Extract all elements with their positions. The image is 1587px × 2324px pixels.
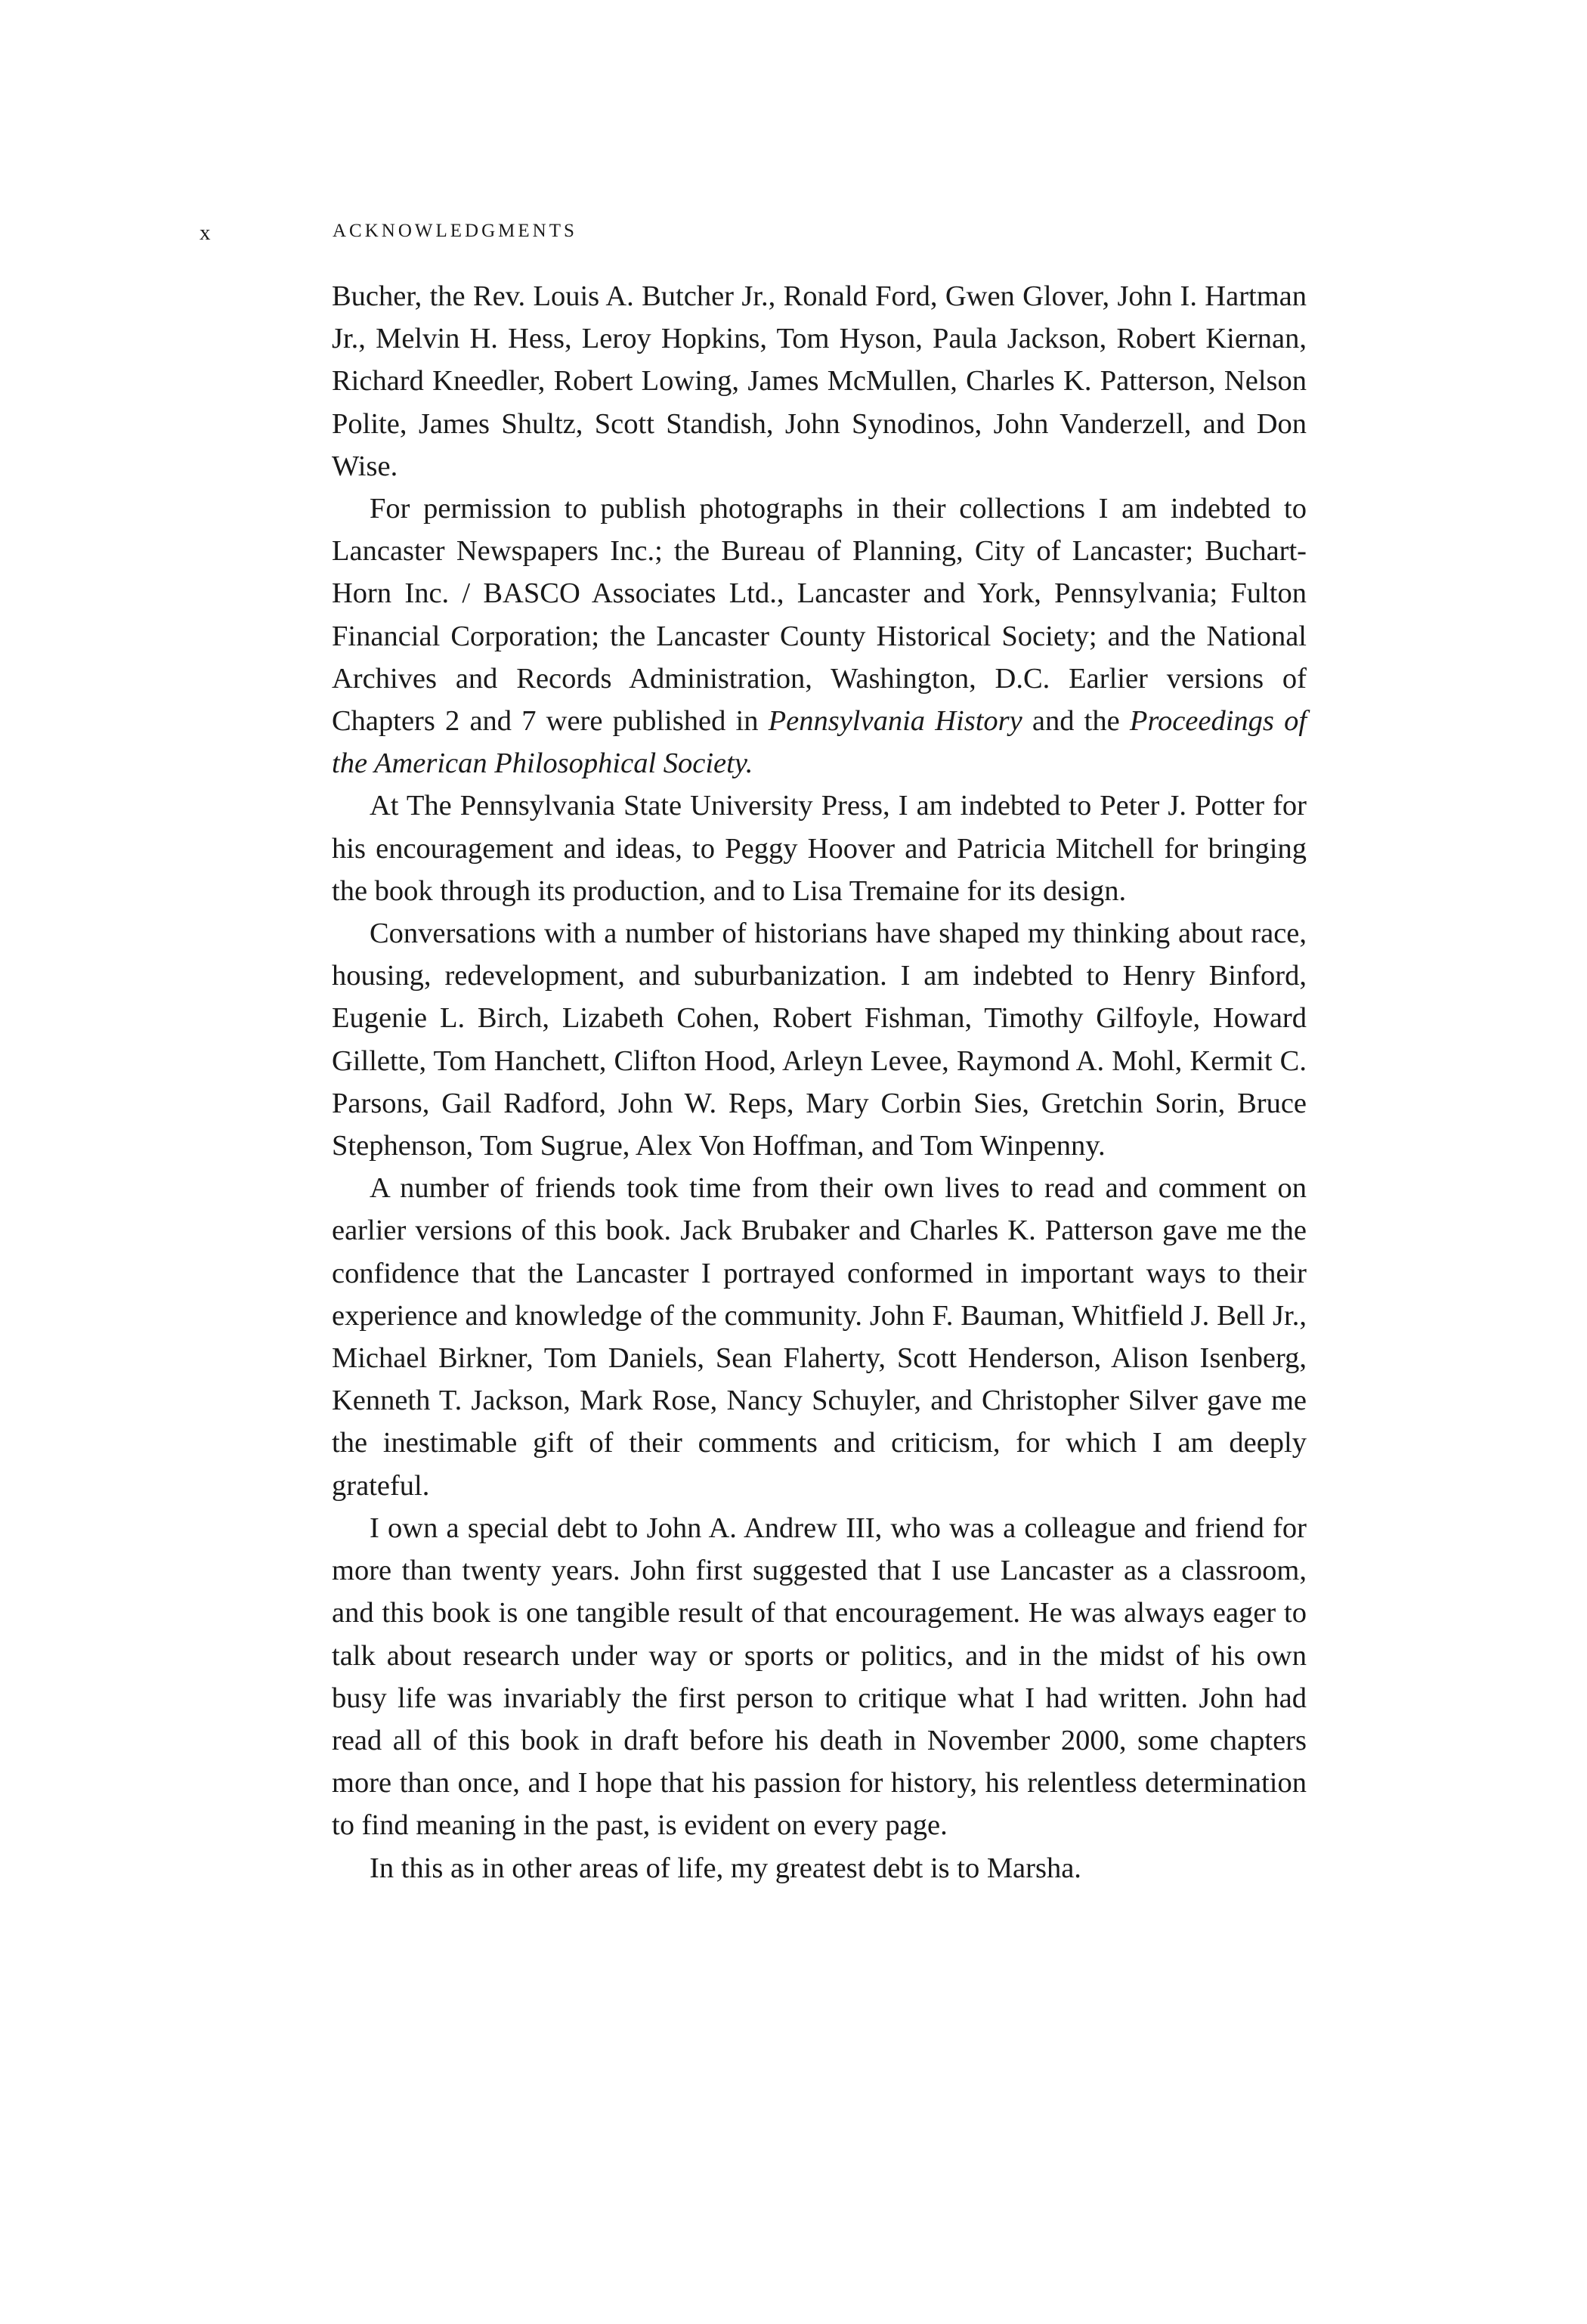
paragraph [332, 275, 1307, 487]
paragraph-text: At The Pennsylvania State University Press, I am indebted to Peter J. Potter for his encouragement and ideas, to Peggy Hoover and Patricia Mitchell for bringing the book through its production, and to Lisa Tremaine for its design. [332, 790, 1307, 907]
paragraph [332, 487, 1307, 784]
paragraph-text: In this as in other areas of life, my greatest debt is to Marsha. [370, 1852, 1081, 1884]
paragraph [332, 912, 1307, 1167]
running-head [200, 221, 1318, 251]
page-number: x [200, 221, 212, 245]
paragraph-text: For permission to publish photographs in their collections I am indebted to Lancaster Newspapers Inc.; the Bureau of Planning, City of Lancaster; Buchart-Horn Inc. / BASCO Associates Ltd., Lancaster and York, Pennsylvania; Fulton Financial Corporation; the Lancaster County Historical Society; and the National Archives and Records Administration, Washington, D.C. Earlier versions of Chapters 2 and 7 were published in [332, 493, 1307, 738]
paragraph-text: and the [1022, 705, 1130, 738]
paragraph [332, 1167, 1307, 1507]
body-text [332, 275, 1307, 1889]
paragraph [332, 1847, 1307, 1889]
paragraph [332, 1507, 1307, 1847]
paragraph-text: I own a special debt to John A. Andrew III, who was a colleague and friend for more than twenty years. John first suggested that I use Lancaster as a classroom, and this book is one tangible result of that encouragement. He was always eager to talk about research under way or sports or politics, and in the midst of his own busy life was invariably the first person to critique what I had written. John had read all of this book in draft before his death in November 2000, some chapters more than once, and I hope that his passion for history, his relentless determination to find meaning in the past, is evident on every page. [332, 1512, 1307, 1842]
italic-title: Proceedings of the American Philosophical Society. [332, 705, 1307, 780]
paragraph-text: A number of friends took time from their own lives to read and comment on earlier versions of this book. Jack Brubaker and Charles K. Patterson gave me the confidence that the Lancaster I portrayed conformed in important ways to their experience and knowledge of the community. John F. Bauman, Whitfield J. Bell Jr., Michael Birkner, Tom Daniels, Sean Flaherty, Scott Henderson, Alison Isenberg, Kenneth T. Jackson, Mark Rose, Nancy Schuyler, and Christopher Silver gave me the inestimable gift of their comments and criticism, for which I am deeply grateful. [332, 1172, 1307, 1502]
italic-title: Pennsylvania History [768, 705, 1022, 738]
paragraph-text: Conversations with a number of historians have shaped my thinking about race, housing, redevelopment, and suburbanization. I am indebted to Henry Binford, Eugenie L. Birch, Lizabeth Cohen, Robert Fishman, Timothy Gilfoyle, Howard Gillette, Tom Hanchett, Clifton Hood, Arleyn Levee, Raymond A. Mohl, Kermit C. Parsons, Gail Radford, John W. Reps, Mary Corbin Sies, Gretchin Sorin, Bruce Stephenson, Tom Sugrue, Alex Von Hoffman, and Tom Winpenny. [332, 918, 1307, 1162]
section-title: ACKNOWLEDGMENTS [333, 221, 577, 241]
paragraph [332, 784, 1307, 912]
paragraph-text: Bucher, the Rev. Louis A. Butcher Jr., Ronald Ford, Gwen Glover, John I. Hartman Jr., Melvin H. Hess, Leroy Hopkins, Tom Hyson, Paula Jackson, Robert Kiernan, Richard Kneedler, Robert Lowing, James McMullen, Charles K. Patterson, Nelson Polite, James Shultz, Scott Standish, John Synodinos, John Vanderzell, and Don Wise. [332, 280, 1307, 482]
